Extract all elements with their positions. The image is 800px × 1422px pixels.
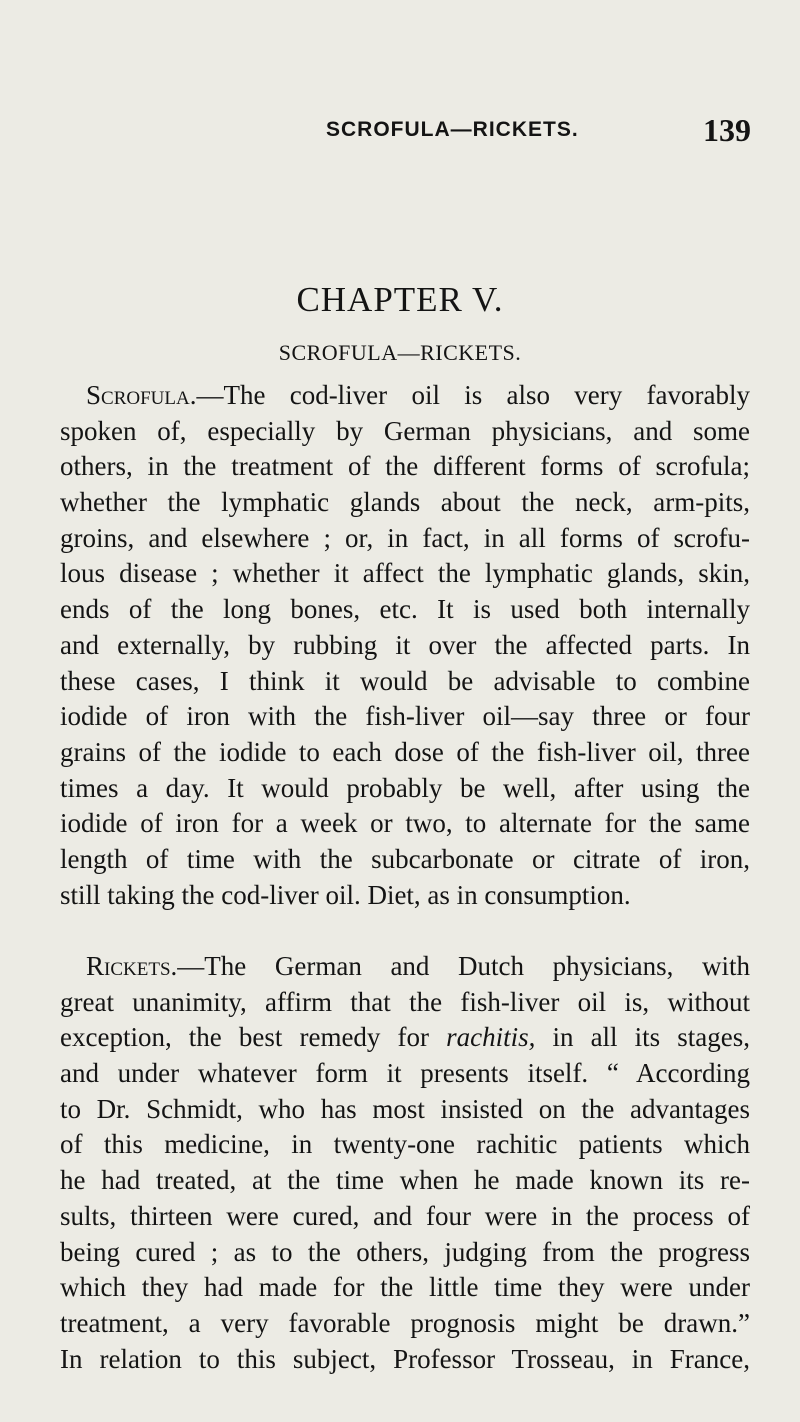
text-line: to Dr. Schmidt, who has most insisted on the advantages [60, 1093, 750, 1124]
text-line: grains of the iodide to each dose of the fish-liver oil, three [60, 736, 750, 767]
text-line: and externally, by rubbing it over the affected parts. In [60, 629, 750, 660]
text-line: iodide of iron with the fish-liver oil—say three or four [60, 701, 750, 732]
paragraph-scrofula [60, 378, 750, 913]
text-line: spoken of, especially by German physicians, and some [60, 415, 750, 446]
text-line: these cases, I think it would be advisable to combine [60, 665, 750, 696]
text-line: great unanimity, affirm that the fish-liver oil is, without [60, 986, 750, 1017]
body-text [60, 378, 750, 1377]
page-number: 139 [703, 112, 751, 148]
italic-term: rachitis, [446, 1022, 536, 1053]
running-title: SCROFULA—RICKETS. [326, 118, 579, 141]
text-line: ends of the long bones, etc. It is used both internally [60, 594, 750, 625]
text-line: Rickets.—The German and Dutch physicians, with [86, 951, 750, 981]
text-line: lous disease ; whether it affect the lymphatic glands, skin, [60, 558, 750, 589]
text-line: others, in the treatment of the different forms of scrofula; [60, 451, 750, 482]
text-line: being cured ; as to the others, judging from the progress [60, 1236, 750, 1267]
running-header [0, 108, 800, 148]
paragraph-rickets [60, 949, 750, 1377]
text-line: he had treated, at the time when he made known its re- [60, 1165, 750, 1196]
text-line: times a day. It would probably be well, after using the [60, 772, 750, 803]
text-line: still taking the cod-liver oil. Diet, as in consumption. [60, 879, 631, 910]
text-line: of this medicine, in twenty-one rachitic patients which [60, 1129, 750, 1160]
paragraph-lead: Scrofula. [86, 380, 197, 410]
chapter-subtitle: SCROFULA—RICKETS. [278, 340, 522, 365]
paragraph-lead: Rickets. [86, 951, 178, 981]
text-line: which they had made for the little time they were under [60, 1272, 750, 1303]
text-line: length of time with the subcarbonate or citrate of iron, [60, 843, 750, 874]
text-line: treatment, a very favorable prognosis might be drawn.” [60, 1307, 750, 1338]
text-line: and under whatever form it presents itself. “ According [60, 1058, 750, 1089]
text-line: In relation to this subject, Professor Trosseau, in France, [60, 1343, 750, 1374]
text-line: groins, and elsewhere ; or, in fact, in all forms of scrofu- [60, 522, 750, 553]
text-line: Scrofula.—The cod-liver oil is also very favorably [86, 380, 750, 410]
text-line: iodide of iron for a week or two, to alternate for the same [60, 808, 750, 839]
paragraph-gap [60, 913, 750, 949]
text-line: exception, the best remedy for rachitis, in all its stages, [60, 1022, 750, 1053]
chapter-heading: CHAPTER V. [296, 280, 504, 319]
text-line: sults, thirteen were cured, and four were in the process of [60, 1200, 750, 1231]
text-line: whether the lymphatic glands about the neck, arm-pits, [60, 487, 750, 518]
